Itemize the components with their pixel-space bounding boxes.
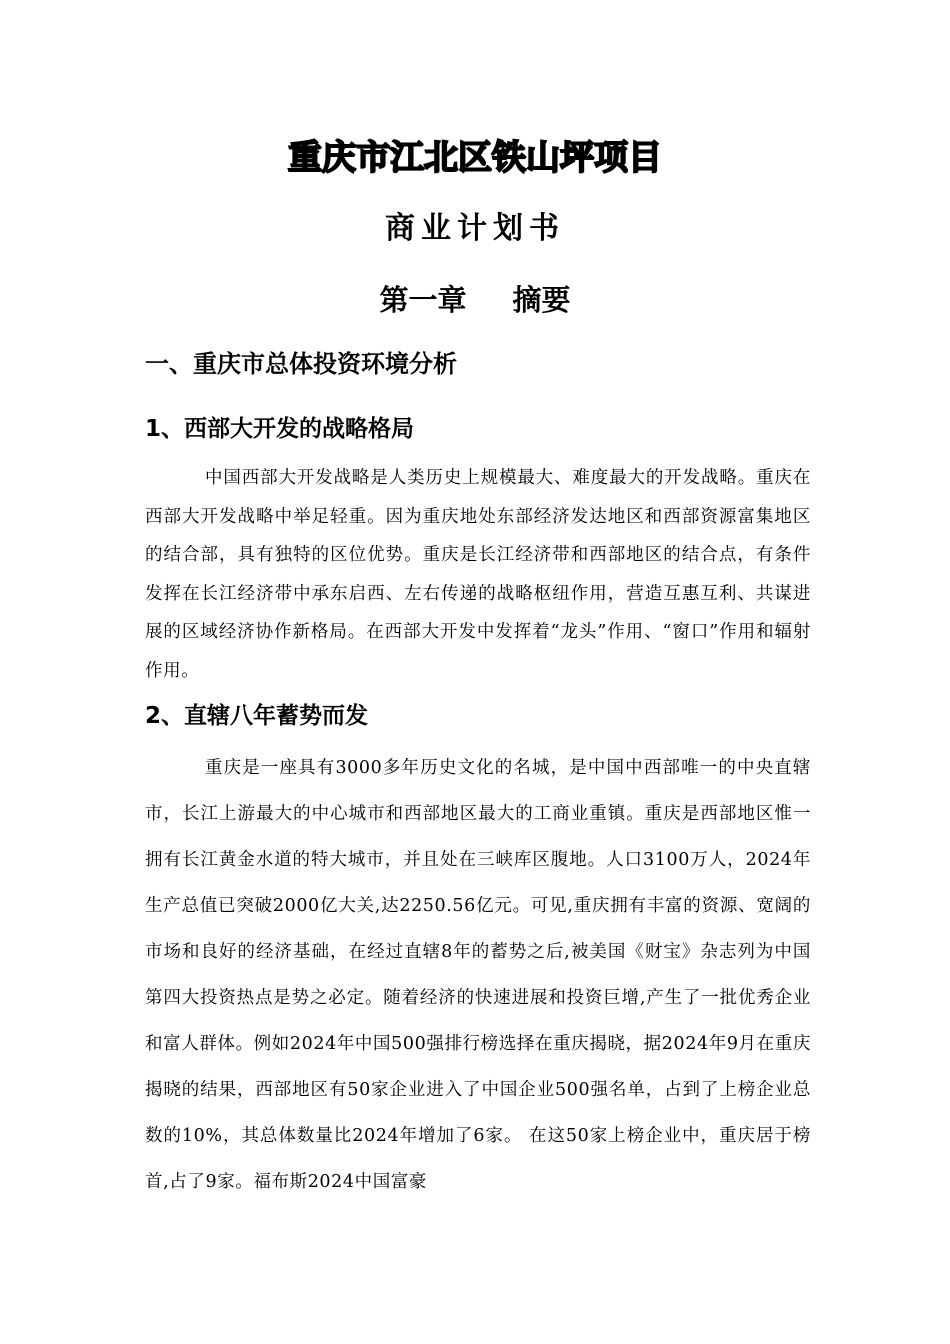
subsection-heading-1: 1、西部大开发的战略格局 [145,416,415,442]
section-heading: 一、重庆市总体投资环境分析 [145,350,457,378]
document-title: 重庆市江北区铁山坪项目 [288,138,662,178]
subsection-paragraph-2: 重庆是一座具有3000多年历史文化的名城，是中国中西部唯一的中央直辖市，长江上游最大的中心城市和西部地区最大的工商业重镇。重庆是西部地区惟一拥有长江黄金水道的特大城市，并且处在三峡库区腹地。人口3100万人，2024年生产总值已突破2000亿大关,达2250.56亿元。可见,重庆拥有丰富的资源、宽阔的市场和良好的经济基础，在经过直辖8年的蓄势之后,被美国《财宝》杂志列为中国第四大投资热点是势之必定。随着经济的快速进展和投资巨增,产生了一批优秀企业和富人群体。例如2024年中国500强排行榜选择在重庆揭晓，据2024年9月在重庆揭晓的结果，西部地区有50家企业进入了中国企业500强名单，占到了上榜企业总数的10%，其总体数量比2024年增加了6家。 在这50家上榜企业中，重庆居于榜首,占了9家。福布斯2024中国富豪 [145,758,811,1192]
chapter-name: 摘要 [512,283,571,317]
chapter-heading [0,278,950,319]
chapter-number: 第一章 [379,283,467,317]
subsection-paragraph-1: 中国西部大开发战略是人类历史上规模最大、难度最大的开发战略。重庆在西部大开发战略中举足轻重。因为重庆地处东部经济发达地区和西部资源富集地区的结合部，具有独特的区位优势。重庆是长江经济带和西部地区的结合点，有条件发挥在长江经济带中承东启西、左右传递的战略枢纽作用，营造互惠互利、共谋进展的区域经济协作新格局。在西部大开发中发挥着“龙头”作用、“窗口”作用和辐射作用。 [145,468,811,681]
document-subtitle: 商业计划书 [385,211,565,246]
subsection-heading-2: 2、直辖八年蓄势而发 [145,703,369,729]
